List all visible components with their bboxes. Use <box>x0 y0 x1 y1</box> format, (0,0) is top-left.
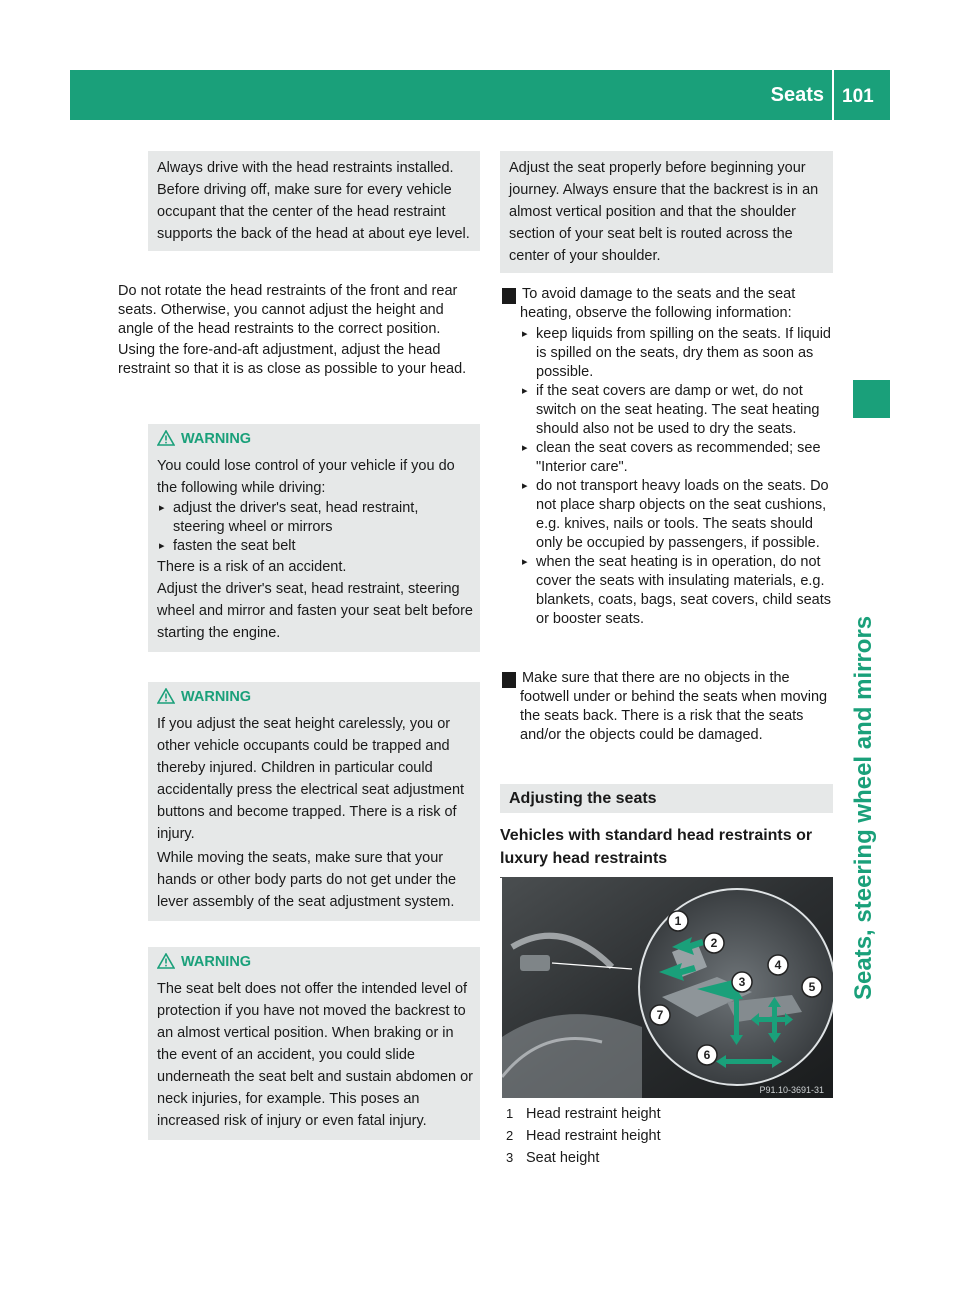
header-separator <box>832 70 834 120</box>
warning-triangle-icon <box>157 953 177 976</box>
warning-triangle-icon <box>157 688 177 711</box>
seat-illustration <box>502 877 833 1098</box>
page-number: 101 <box>842 86 874 107</box>
legend-item <box>506 1147 833 1169</box>
note-2 <box>497 669 833 745</box>
left-text <box>118 282 480 379</box>
seat-adjustment-figure <box>502 877 833 1098</box>
legend-label: Head restraint height <box>526 1128 661 1144</box>
legend-label: Head restraint height <box>526 1106 661 1122</box>
note-1 <box>497 285 833 629</box>
info-text: Adjust the seat properly before beginning your journey. Always ensure that the backrest is in an almost vertical position and that the shoulder section of your seat belt is routed across the center of your shoulder. <box>509 160 819 264</box>
legend-item <box>506 1103 833 1125</box>
header-section-title: Seats <box>770 84 824 106</box>
paragraph: Using the fore-and-aft adjustment, adjust the head restraint so that it is as close as possible to your head. <box>118 342 467 377</box>
legend-number: 3 <box>506 1150 514 1165</box>
legend-number: 2 <box>506 1128 514 1143</box>
list-item: ▸ clean the seat covers as recommended; see "Interior care". <box>520 439 833 477</box>
exclamation-icon: ! <box>502 288 516 304</box>
section-heading: Adjusting the seats <box>500 784 833 813</box>
callout-6: 6 <box>703 1048 711 1062</box>
list-item: ▸ adjust the driver's seat, head restraint, steering wheel or mirrors <box>157 499 473 537</box>
list-item: ▸ when the seat heating is in operation, do not cover the seats with insulating materials, e.g. blankets, coats, bags, seat covers, child seats or booster seats. <box>520 553 833 629</box>
warning-box-2 <box>148 682 480 921</box>
figure-legend <box>506 1103 833 1169</box>
legend-label: Seat height <box>526 1150 600 1166</box>
legend-number: 1 <box>506 1106 514 1121</box>
legend-item <box>506 1125 833 1147</box>
callout-4: 4 <box>774 958 782 972</box>
warning-box-3 <box>148 947 480 1140</box>
warning-text: There is a risk of an accident. <box>157 559 347 575</box>
warning-text: While moving the seats, make sure that your hands or other body parts do not get under the lever assembly of the seat adjustment system. <box>157 850 457 910</box>
note-text: To avoid damage to the seats and the seat heating, observe the following information: <box>520 286 796 321</box>
paragraph: Do not rotate the head restraints of the front and rear seats. Otherwise, you cannot adjust the height and angle of the head restraints to the correct position. <box>118 283 458 337</box>
warning-triangle-icon <box>157 430 177 453</box>
left-column <box>148 151 480 261</box>
side-chapter-label: Seats, steering wheel and mirrors <box>850 615 877 1000</box>
warning-text: The seat belt does not offer the intended level of protection if you have not moved the backrest to an almost vertical position. When braking or in the event of an accident, you could slide underneath the seat belt and sustain abdomen or neck injuries, for example. This poses an increased risk of injury or even fatal injury. <box>157 981 474 1129</box>
note-list <box>520 325 833 629</box>
warning-text: If you adjust the seat height carelessly, you or other vehicle occupants could be trapped and thereby injured. Children in particular could accidentally press the electrical seat adjustment buttons and become trapped. There is a risk of injury. <box>157 716 465 842</box>
callout-3: 3 <box>738 975 746 989</box>
callout-5: 5 <box>808 980 816 994</box>
side-tab-marker <box>853 380 890 418</box>
section-block <box>500 784 833 878</box>
sub-heading: Vehicles with standard head restraints or luxury head restraints <box>500 827 813 867</box>
warning-heading: WARNING <box>157 428 473 453</box>
callout-2: 2 <box>710 936 718 950</box>
warning-box-1 <box>148 424 480 652</box>
right-info-box <box>500 151 833 273</box>
exclamation-icon: ! <box>502 672 516 688</box>
callout-1: 1 <box>674 914 682 928</box>
figure-code: P91.10-3691-31 <box>759 1085 824 1095</box>
list-item: ▸ do not transport heavy loads on the seats. Do not place sharp objects on the seat cushions, e.g. knives, nails or tools. The seats should only be occupied by passengers, if possible. <box>520 477 833 553</box>
callout-7: 7 <box>656 1008 664 1022</box>
warning-heading: WARNING <box>157 686 473 711</box>
warning-list <box>157 499 473 556</box>
info-text: Always drive with the head restraints installed. Before driving off, make sure for every vehicle occupant that the center of the head restraint supports the back of the head at about eye level. <box>157 160 470 242</box>
list-item: ▸ if the seat covers are damp or wet, do not switch on the seat heating. The seat heating should also not be used to dry the seats. <box>520 382 833 439</box>
note-text: Make sure that there are no objects in the footwell under or behind the seats when moving the seats back. There is a risk that the seats and/or the objects could be damaged. <box>520 670 828 743</box>
warning-text: You could lose control of your vehicle if you do the following while driving: <box>157 458 455 496</box>
info-box <box>148 151 480 251</box>
list-item: ▸ keep liquids from spilling on the seats. If liquid is spilled on the seats, dry them as soon as possible. <box>520 325 833 382</box>
warning-heading: WARNING <box>157 951 473 976</box>
list-item: ▸ fasten the seat belt <box>157 537 473 556</box>
warning-text: Adjust the driver's seat, head restraint, steering wheel and mirror and fasten your seat belt before starting the engine. <box>157 581 473 641</box>
